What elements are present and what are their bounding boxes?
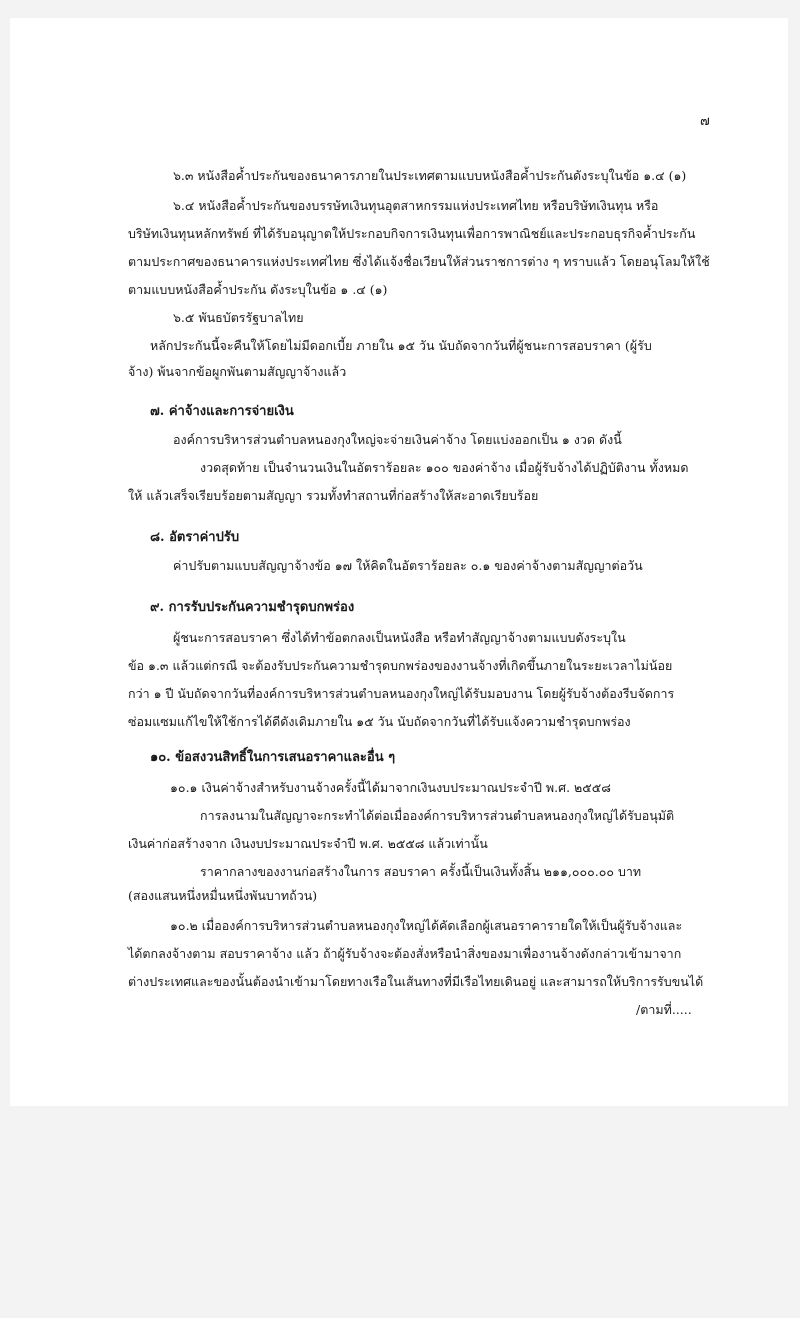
page-number: ๗	[700, 114, 710, 129]
sec7-line-1: องค์การบริหารส่วนตำบลหนองกุงใหญ่จะจ่ายเงินค่าจ้าง โดยแบ่งออกเป็น ๑ งวด ดังนี้	[173, 432, 622, 447]
sec10-line-3: เงินค่าก่อสร้างจาก เงินงบประมาณประจำปี พ.ศ. ๒๕๕๘ แล้วเท่านั้น	[128, 836, 488, 851]
sec8-heading: ๘. อัตราค่าปรับ	[150, 530, 240, 545]
sec6-line-1: ๖.๓ หนังสือค้ำประกันของธนาคารภายในประเทศตามแบบหนังสือค้ำประกันดังระบุในข้อ ๑.๔ (๑)	[173, 168, 687, 183]
sec10-line-8: ต่างประเทศและของนั้นต้องนำเข้ามาโดยทางเรือในเส้นทางที่มีเรือไทยเดินอยู่ และสามารถให้บริการรับขนได้	[128, 974, 704, 989]
sec7-line-3: ให้ แล้วเสร็จเรียบร้อยตามสัญญา รวมทั้งทำสถานที่ก่อสร้างให้สะอาดเรียบร้อย	[128, 488, 539, 503]
sec6-line-5: ตามแบบหนังสือค้ำประกัน ดังระบุในข้อ ๑ .๔ (๑)	[128, 282, 388, 297]
sec8-line-1: ค่าปรับตามแบบสัญญาจ้างข้อ ๑๗ ให้คิดในอัตราร้อยละ ๐.๑ ของค่าจ้างตามสัญญาต่อวัน	[173, 558, 643, 573]
sec10-line-7: ได้ตกลงจ้างตาม สอบราคาจ้าง แล้ว ถ้าผู้รับจ้างจะต้องสั่งหรือนำสิ่งของมาเพื่องานจ้างดังกล่าวเข้ามาจาก	[128, 946, 682, 961]
sec9-line-4: ซ่อมแซมแก้ไขให้ใช้การได้ดีดังเดิมภายใน ๑๕ วัน นับถัดจากวันที่ได้รับแจ้งความชำรุดบกพร่อง	[128, 714, 631, 729]
sec7-heading: ๗. ค่าจ้างและการจ่ายเงิน	[150, 404, 294, 419]
sec7-line-2: งวดสุดท้าย เป็นจำนวนเงินในอัตราร้อยละ ๑๐๐ ของค่าจ้าง เมื่อผู้รับจ้างได้ปฏิบัติงาน ทั้งหมด	[200, 460, 689, 475]
sec10-line-6: ๑๐.๒ เมื่อองค์การบริหารส่วนตำบลหนองกุงใหญ่ได้คัดเลือกผู้เสนอราคารายใดให้เป็นผู้รับจ้างและ	[170, 918, 683, 933]
sec6-line-6: ๖.๕ พันธบัตรรัฐบาลไทย	[173, 310, 304, 325]
document-page	[10, 18, 788, 1106]
sec10-heading: ๑๐. ข้อสงวนสิทธิ์ในการเสนอราคาและอื่น ๆ	[150, 750, 396, 765]
sec10-line-4: ราคากลางของงานก่อสร้างในการ สอบราคา ครั้งนี้เป็นเงินทั้งสิ้น ๒๑๑,๐๐๐.๐๐ บาท	[200, 864, 642, 879]
sec9-line-2: ข้อ ๑.๓ แล้วแต่กรณี จะต้องรับประกันความชำรุดบกพร่องของงานจ้างที่เกิดขึ้นภายในระยะเวลาไม่น้อย	[128, 658, 673, 673]
sec9-line-1: ผู้ชนะการสอบราคา ซึ่งได้ทำข้อตกลงเป็นหนังสือ หรือทำสัญญาจ้างตามแบบดังระบุใน	[173, 630, 626, 645]
sec10-line-5: (สองแสนหนึ่งหมื่นหนึ่งพันบาทถ้วน)	[128, 888, 318, 903]
sec6-line-4: ตามประกาศของธนาคารแห่งประเทศไทย ซึ่งได้แจ้งชื่อเวียนให้ส่วนราชการต่าง ๆ ทราบแล้ว โดยอนุโลมให้ใช้	[128, 254, 710, 269]
sec6-line-8: จ้าง) พ้นจากข้อผูกพันตามสัญญาจ้างแล้ว	[128, 364, 347, 379]
continued-marker: /ตามที่.....	[636, 1002, 692, 1017]
sec6-line-3: บริษัทเงินทุนหลักทรัพย์ ที่ได้รับอนุญาตให้ประกอบกิจการเงินทุนเพื่อการพาณิชย์และประกอบธุรกิจค้ำประกัน	[128, 226, 696, 241]
sec10-line-2: การลงนามในสัญญาจะกระทำได้ต่อเมื่อองค์การบริหารส่วนตำบลหนองกุงใหญ่ได้รับอนุมัติ	[200, 808, 675, 823]
sec9-heading: ๙. การรับประกันความชำรุดบกพร่อง	[150, 600, 355, 615]
sec6-line-7: หลักประกันนี้จะคืนให้โดยไม่มีดอกเบี้ย ภายใน ๑๕ วัน นับถัดจากวันที่ผู้ชนะการสอบราคา (ผู้รับ	[150, 338, 652, 353]
sec10-line-1: ๑๐.๑ เงินค่าจ้างสำหรับงานจ้างครั้งนี้ได้มาจากเงินงบประมาณประจำปี พ.ศ. ๒๕๕๘	[170, 780, 611, 795]
sec6-line-2: ๖.๔ หนังสือค้ำประกันของบรรษัทเงินทุนอุตสาหกรรมแห่งประเทศไทย หรือบริษัทเงินทุน หรือ	[173, 198, 659, 213]
sec9-line-3: กว่า ๑ ปี นับถัดจากวันที่องค์การบริหารส่วนตำบลหนองกุงใหญ่ได้รับมอบงาน โดยผู้รับจ้างต้องรีบจัดการ	[128, 686, 675, 701]
